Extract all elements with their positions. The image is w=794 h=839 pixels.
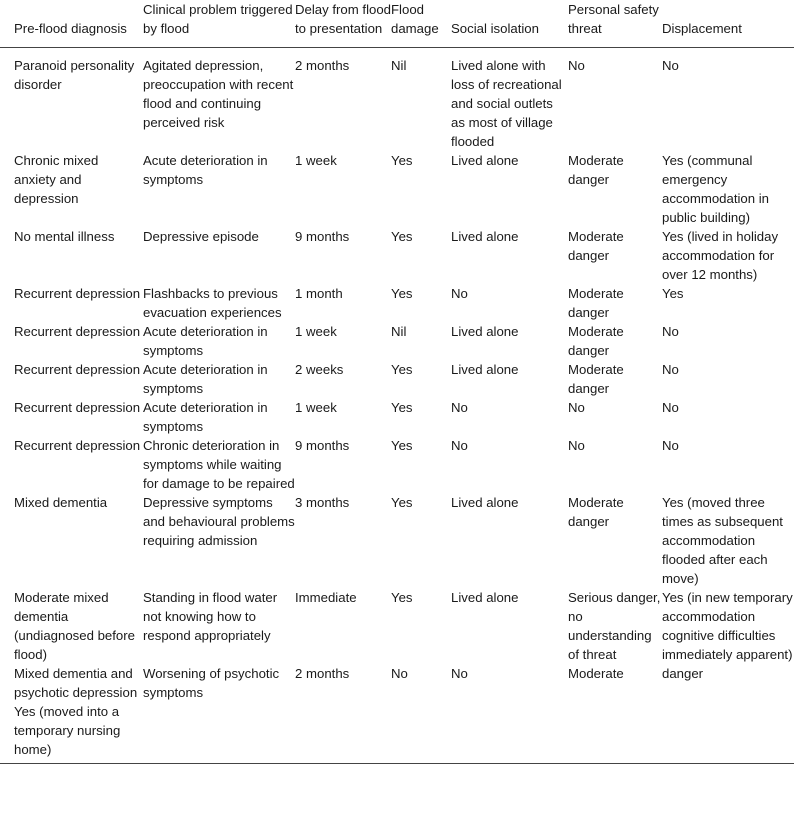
cell-displacement: No [662,362,679,377]
cell-clinical-problem: Standing in flood water not knowing how to respond appropriately [143,590,278,643]
cell-displacement: No [662,58,679,73]
cell-displacement: Yes [662,286,684,301]
cell-social-isolation: Lived alone with loss of recreational and social outlets as most of village flooded [451,58,562,149]
cell-social-isolation: No [451,400,468,415]
cell-clinical-problem: Acute deterioration in symptoms [143,153,268,187]
cell-clinical-problem: Acute deterioration in symptoms [143,400,268,434]
cell-flood-damage: Yes [391,590,413,605]
cell-delay: 1 week [295,153,337,168]
cell-clinical-problem: Chronic deterioration in symptoms while waiting for damage to be repaired [143,438,295,491]
cell-clinical-problem: Worsening of psychotic symptoms [143,664,295,764]
cell-social-isolation: Lived alone [451,590,519,605]
cell-safety-threat: No [568,438,585,453]
cell-delay: 3 months [295,495,350,510]
cell-diagnosis: Mixed dementia [14,495,108,510]
cell-diagnosis: Recurrent depression [14,286,141,301]
cell-flood-damage: Yes [391,400,413,415]
cell-diagnosis: Mixed dementia and psychotic depression Yes (moved into a temporary nursing home) [0,664,143,764]
cell-diagnosis: Recurrent depression [14,324,141,339]
cell-displacement: Yes (in new temporary accommodation cognitive difficulties immediately apparent) [662,590,793,662]
table-row [0,284,794,322]
header-safety-threat: Personal safety threat [568,0,662,48]
cell-flood-damage: Nil [391,324,407,339]
cell-flood-damage: Yes [391,438,413,453]
cell-diagnosis: Moderate mixed dementia (undiagnosed before flood) [14,590,135,662]
table-row [0,322,794,360]
cell-flood-damage: Yes [391,362,413,377]
cell-delay: 9 months [295,229,350,244]
cell-safety-threat: Moderate danger [568,286,624,320]
cell-delay: 2 months [295,664,391,764]
cell-diagnosis: Paranoid personality disorder [14,58,135,92]
header-clinical-problem: Clinical problem triggered by flood [143,0,295,48]
header-social-isolation: Social isolation [451,0,568,48]
cell-flood-damage: Nil [391,58,407,73]
cell-clinical-problem: Depressive symptoms and behavioural problems requiring admission [143,495,295,548]
cell-safety-threat: No [568,400,585,415]
cell-clinical-problem: Acute deterioration in symptoms [143,324,268,358]
table-row [0,588,794,664]
table-row [0,493,794,588]
cell-flood-damage: Yes [391,286,413,301]
table-row [0,436,794,493]
cell-diagnosis: No mental illness [14,229,115,244]
cell-safety-threat: Moderate danger [568,153,624,187]
cell-flood-damage: No [391,664,451,764]
cell-social-isolation: Lived alone [451,495,519,510]
cell-social-isolation: No [451,438,468,453]
cell-safety-threat: No [568,58,585,73]
cell-safety-threat: Moderate danger [568,229,624,263]
cell-displacement: danger [662,664,794,764]
header-pre-flood-diagnosis: Pre-flood diagnosis [0,0,143,48]
table-row [0,227,794,284]
cell-diagnosis: Chronic mixed anxiety and depression [14,153,99,206]
table-row [0,398,794,436]
cell-flood-damage: Yes [391,495,413,510]
cell-displacement: No [662,324,679,339]
header-row [0,0,794,48]
cell-diagnosis: Recurrent depression [14,400,141,415]
cell-safety-threat: Serious danger, no understanding of threat [568,590,661,662]
cell-displacement: Yes (communal emergency accommodation in public building) [662,153,770,225]
header-flood-damage: Flood damage [391,0,451,48]
cell-flood-damage: Yes [391,153,413,168]
cell-safety-threat: Moderate danger [568,495,624,529]
header-delay: Delay from flood to presentation [295,0,391,48]
cell-clinical-problem: Flashbacks to previous evacuation experiences [143,286,282,320]
cell-social-isolation: Lived alone [451,362,519,377]
cell-delay: 1 week [295,324,337,339]
cell-social-isolation: Lived alone [451,324,519,339]
cell-diagnosis: Recurrent depression [14,438,141,453]
cell-delay: 9 months [295,438,350,453]
cell-delay: 2 months [295,58,350,73]
cell-safety-threat: Moderate danger [568,324,624,358]
cell-displacement: Yes (lived in holiday accommodation for over 12 months) [662,229,779,282]
cell-delay: 2 weeks [295,362,344,377]
table-row [0,360,794,398]
cell-social-isolation: Lived alone [451,153,519,168]
cell-clinical-problem: Agitated depression, preoccupation with recent flood and continuing perceived risk [143,58,294,130]
cell-delay: Immediate [295,590,357,605]
header-displacement: Displacement [662,0,794,48]
cell-clinical-problem: Acute deterioration in symptoms [143,362,268,396]
cell-delay: 1 week [295,400,337,415]
table-row [0,151,794,227]
cell-displacement: Yes (moved three times as subsequent accommodation flooded after each move) [662,495,783,586]
cell-displacement: No [662,438,679,453]
cell-safety-threat: Moderate [568,664,662,764]
cell-diagnosis: Recurrent depression [14,362,141,377]
cell-flood-damage: Yes [391,229,413,244]
cell-social-isolation: Lived alone [451,229,519,244]
cell-safety-threat: Moderate danger [568,362,624,396]
cell-displacement: No [662,400,679,415]
cell-social-isolation: No [451,664,568,764]
table-row [0,48,794,152]
cell-delay: 1 month [295,286,343,301]
cell-social-isolation: No [451,286,468,301]
cell-clinical-problem: Depressive episode [143,229,259,244]
table-row [0,664,794,764]
